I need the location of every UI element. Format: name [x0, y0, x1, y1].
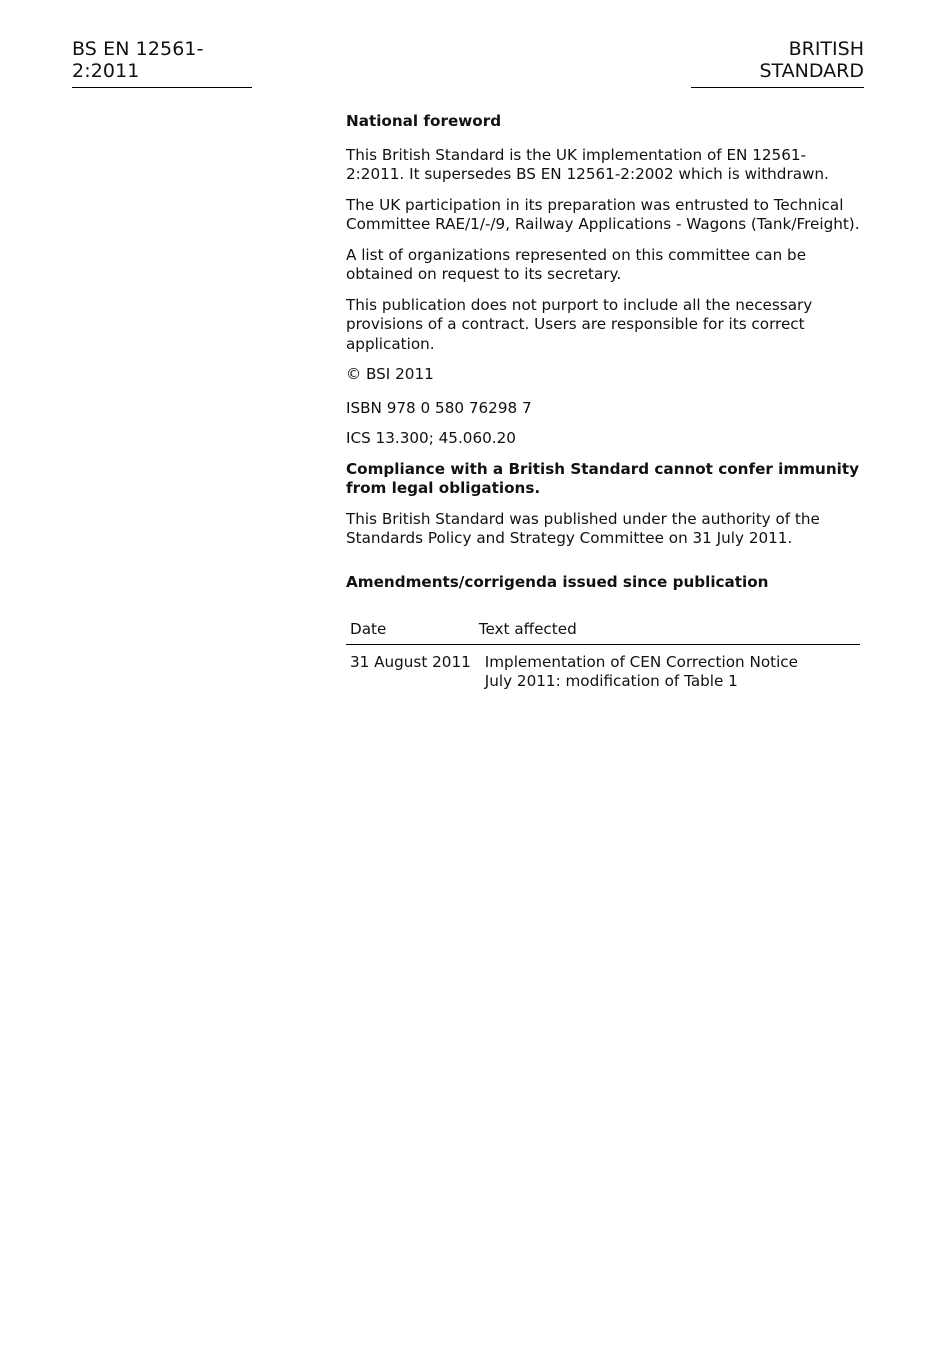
- copyright-notice: © BSI 2011: [346, 365, 434, 383]
- amendment-date: 31 August 2011: [350, 652, 471, 671]
- foreword-paragraph-implementation: This British Standard is the UK implementation of EN 12561-2:2011. It supersedes BS EN 12561-2:2002 which is withdrawn.: [346, 145, 829, 183]
- amendment-text-line: Implementation of CEN Correction Notice: [484, 652, 798, 671]
- foreword-title: National foreword: [346, 112, 502, 130]
- foreword-paragraph-organizations: A list of organizations represented on this committee can be obtained on request to its secretary.: [346, 245, 807, 283]
- foreword-paragraph-contract: This publication does not purport to include all the necessary provisions of a contract. Users are responsible for its correct application.: [346, 295, 813, 353]
- publication-statement: This British Standard was published under the authority of the Standards Policy and Strategy Committee on 31 July 2011.: [346, 509, 820, 547]
- column-header-date: Date: [346, 616, 475, 644]
- foreword-paragraph-committee: The UK participation in its preparation was entrusted to Technical Committee RAE/1/-/9, Railway Applications - Wagons (Tank/Freight).: [346, 195, 860, 233]
- isbn: ISBN 978 0 580 76298 7: [346, 398, 532, 417]
- document-id: BS EN 12561-2:2011: [72, 38, 252, 88]
- amendments-title: Amendments/corrigenda issued since publication: [346, 572, 769, 591]
- ics-codes: ICS 13.300; 45.060.20: [346, 429, 516, 447]
- column-header-text-affected: Text affected: [475, 616, 860, 644]
- amendments-table: [346, 616, 860, 696]
- amendments-header-row: [346, 616, 860, 644]
- amendment-text-line: July 2011: modification of Table 1: [484, 672, 738, 690]
- national-foreword: [346, 112, 860, 696]
- table-row: [346, 644, 860, 696]
- compliance-statement: Compliance with a British Standard cannot confer immunity from legal obligations.: [346, 459, 860, 497]
- amendment-text: [475, 644, 860, 696]
- document-type: BRITISH STANDARD: [691, 38, 864, 88]
